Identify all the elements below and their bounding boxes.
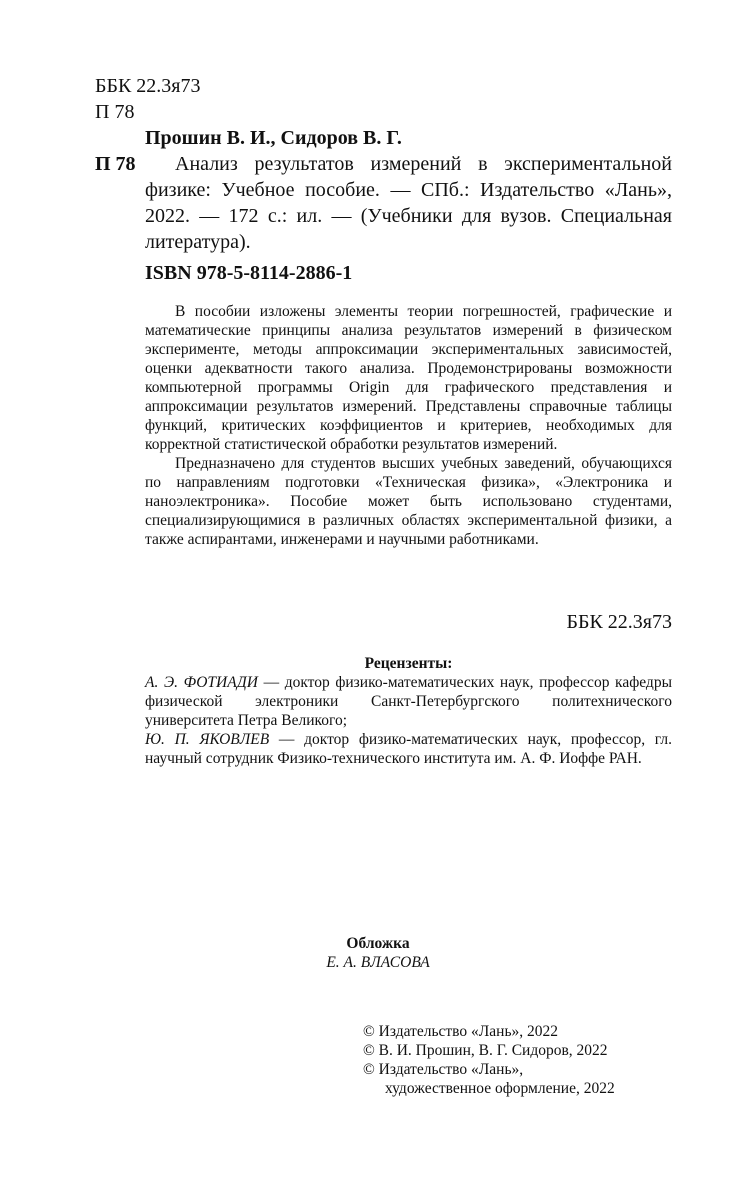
reviewer-2-details: — доктор физико-математических наук, профессор, гл. научный сотрудник Физико-технического института им. А. Ф. Иоффе РАН. <box>145 731 672 767</box>
reviewer-2-name: Ю. П. ЯКОВЛЕВ <box>145 731 270 748</box>
annotation-paragraph-1: В пособии изложены элементы теории погрешностей, графические и математические принципы анализа результатов измерений в физическом эксперименте, методы аппроксимации экспериментальных зависимостей, оценки адекватности такого анализа. Продемонстрированы возможности компьютерной программы Origin для графического представления и аппроксимации результатов измерений. Представлены справочные таблицы функций, критических коэффициентов и критериев, необходимых для корректной статистической обработки результатов измерений. <box>145 303 672 453</box>
reviewer-1-name: А. Э. ФОТИАДИ <box>145 674 258 691</box>
bbk-code-top: ББК 22.3я73 <box>95 75 201 97</box>
copyright-line-3: © Издательство «Лань», <box>363 1061 524 1078</box>
isbn: ISBN 978-5-8114-2886-1 <box>145 262 353 284</box>
cover-designer: Е. А. ВЛАСОВА <box>326 954 430 971</box>
copyright-block <box>363 1022 615 1098</box>
copyright-line-4: художественное оформление, 2022 <box>385 1080 615 1097</box>
copyright-line-1: © Издательство «Лань», 2022 <box>363 1023 559 1040</box>
reviewer-1-details: — доктор физико-математических наук, профессор кафедры физической электроники Санкт-Петербургского политехнического университета Петра Великого; <box>145 674 672 729</box>
reviewers-list <box>145 673 672 768</box>
bbk-code-bottom: ББК 22.3я73 <box>566 611 672 633</box>
reviewers-heading: Рецензенты: <box>364 655 453 672</box>
reviewer-2 <box>145 730 672 768</box>
authors: Прошин В. И., Сидоров В. Г. <box>145 127 402 149</box>
copyright-line-2: © В. И. Прошин, В. Г. Сидоров, 2022 <box>363 1042 608 1059</box>
annotation <box>145 302 672 549</box>
reviewer-1 <box>145 673 672 730</box>
bibliographic-description: Анализ результатов измерений в экспериментальной физике: Учебное пособие. — СПб.: Издательство «Лань», 2022. — 172 с.: ил. — (Учебники для вузов. Специальная литература). <box>145 153 672 253</box>
author-mark: П 78 <box>95 153 136 175</box>
author-mark-top: П 78 <box>95 101 135 123</box>
cover-heading: Обложка <box>346 935 410 952</box>
annotation-paragraph-2: Предназначено для студентов высших учебных заведений, обучающихся по направлениям подготовки «Техническая физика», «Электроника и наноэлектроника». Пособие может быть использовано студентами, специализирующимися в различных областях экспериментальной физики, а также аспирантами, инженерами и научными работниками. <box>145 455 672 548</box>
